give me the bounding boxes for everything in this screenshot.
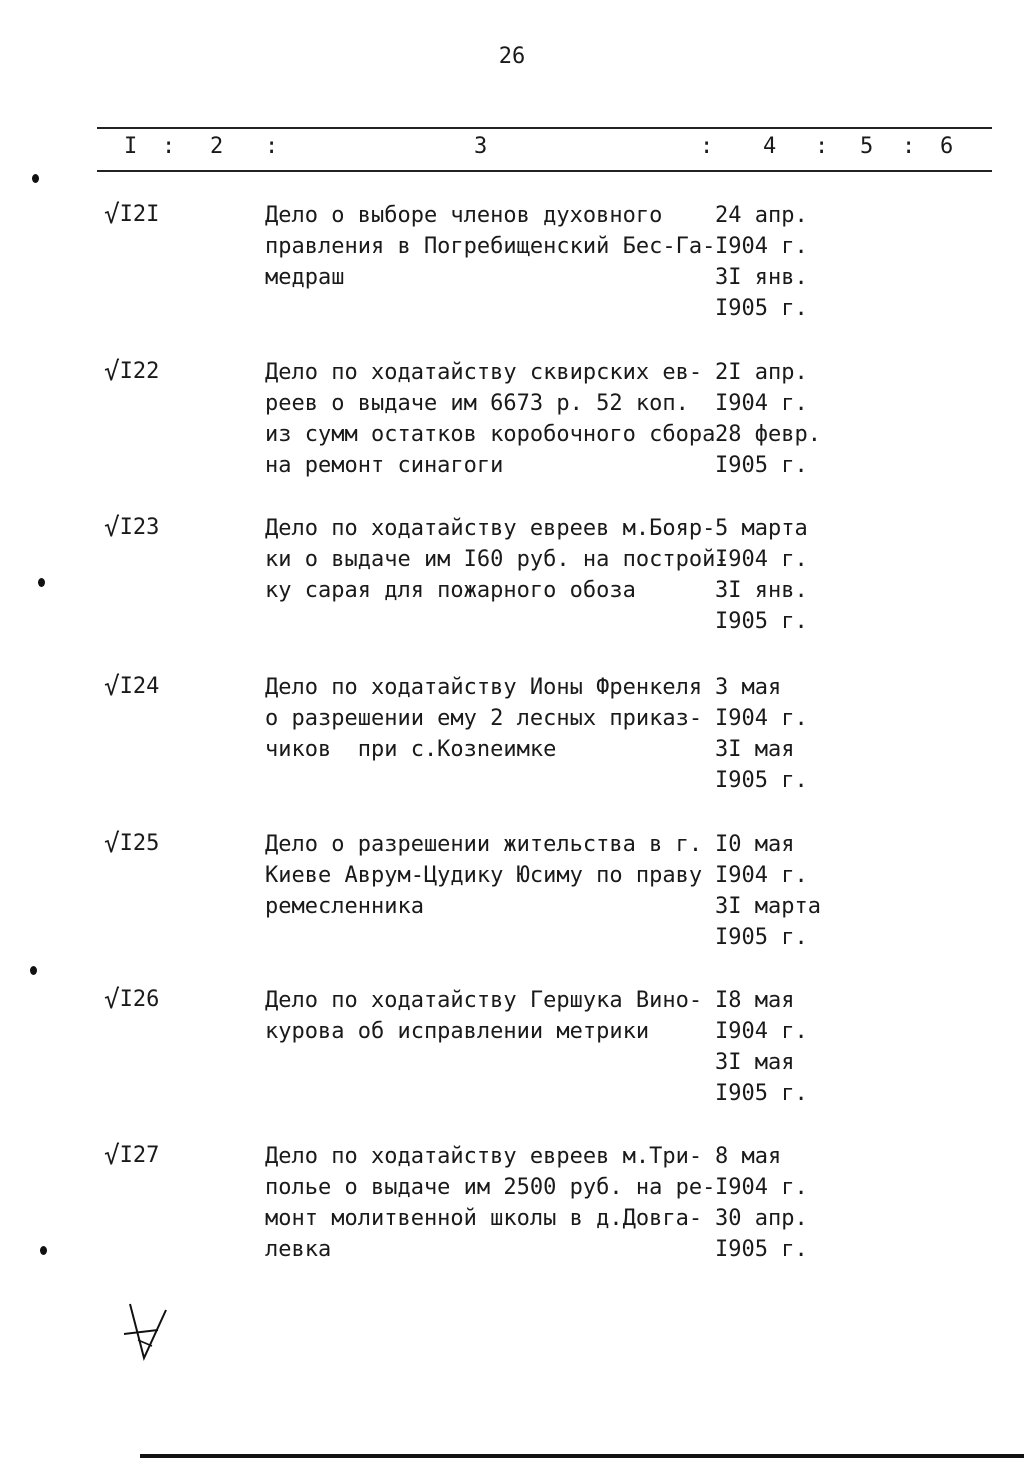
description-line: Киеве Аврум-Цудику Юсиму по праву (265, 863, 703, 888)
checkmark-icon: √ (104, 357, 120, 387)
record-number-text: I26 (119, 987, 160, 1012)
description-line: из сумм остатков коробочного сбора (265, 422, 716, 447)
end-date-line: 3I мая (715, 1050, 795, 1075)
description-line: ремесленника (265, 894, 424, 919)
end-date-line: 30 апр. (715, 1206, 808, 1231)
table-row (0, 357, 1024, 507)
record-dates (715, 672, 835, 796)
column-header-5: 5 (860, 134, 874, 159)
record-number (104, 357, 159, 387)
description-line: на ремонт синагоги (265, 453, 504, 478)
description-line: Дело о выборе членов духовного (265, 203, 663, 228)
end-date-line: 3I мая (715, 737, 795, 762)
column-header-6: 6 (940, 134, 954, 159)
start-date-line: I904 г. (715, 1019, 808, 1044)
description-line: монт молитвенной школы в д.Довга- (265, 1206, 703, 1231)
end-date-line: 28 февр. (715, 422, 821, 447)
description-line: реев о выдаче им 6673 р. 52 коп. (265, 391, 689, 416)
table-row (0, 200, 1024, 350)
record-number (104, 672, 159, 702)
checkmark-icon: √ (104, 672, 120, 702)
description-line: курова об исправлении метрики (265, 1019, 650, 1044)
end-date-line: I905 г. (715, 453, 808, 478)
record-dates (715, 200, 835, 324)
end-date-line: 3I марта (715, 894, 821, 919)
record-description (265, 985, 715, 1047)
start-date-line: 5 марта (715, 516, 808, 541)
record-description (265, 357, 715, 481)
column-header-4: 4 (763, 134, 777, 159)
checkmark-icon: √ (104, 1141, 120, 1171)
description-line: Дело по ходатайству евреев м.Три- (265, 1144, 703, 1169)
punch-mark (38, 578, 45, 587)
start-date-line: 2I апр. (715, 360, 808, 385)
record-dates (715, 1141, 835, 1265)
record-description (265, 200, 715, 293)
punch-mark (40, 1246, 47, 1255)
record-number-text: I25 (119, 831, 160, 856)
record-dates (715, 985, 835, 1109)
column-header-3: 3 (474, 134, 488, 159)
record-number-text: I22 (119, 359, 160, 384)
table-row (0, 829, 1024, 979)
table-header-rule (97, 170, 992, 172)
table-row (0, 513, 1024, 663)
record-description (265, 829, 715, 922)
column-separator: : (902, 134, 916, 159)
record-description (265, 1141, 715, 1265)
end-date-line: I905 г. (715, 609, 808, 634)
checkmark-icon: √ (104, 513, 120, 543)
description-line: левка (265, 1237, 332, 1262)
record-number-text: I2I (119, 202, 160, 227)
record-dates (715, 357, 835, 481)
record-description (265, 672, 715, 765)
record-number (104, 1141, 159, 1171)
description-line: ку сарая для пожарного обоза (265, 578, 636, 603)
start-date-line: 3 мая (715, 675, 782, 700)
record-number (104, 829, 159, 859)
start-date-line: I904 г. (715, 1175, 808, 1200)
end-date-line: I905 г. (715, 768, 808, 793)
start-date-line: I904 г. (715, 391, 808, 416)
end-date-line: I905 г. (715, 296, 808, 321)
end-date-line: 3I янв. (715, 265, 808, 290)
record-number (104, 513, 159, 543)
column-header-2: 2 (210, 134, 224, 159)
start-date-line: I0 мая (715, 832, 795, 857)
record-dates (715, 513, 835, 637)
record-number (104, 985, 159, 1015)
start-date-line: I904 г. (715, 706, 808, 731)
column-separator: : (815, 134, 829, 159)
column-header-1: I (124, 134, 138, 159)
start-date-line: 8 мая (715, 1144, 782, 1169)
table-top-rule (97, 127, 992, 129)
table-row (0, 672, 1024, 822)
start-date-line: I904 г. (715, 547, 808, 572)
page-number: 26 (498, 44, 526, 69)
start-date-line: I8 мая (715, 988, 795, 1013)
table-row (0, 1141, 1024, 1291)
record-number-text: I24 (119, 674, 160, 699)
checkmark-icon: √ (104, 829, 120, 859)
checkmark-icon: √ (104, 200, 120, 230)
description-line: ки о выдаче им I60 руб. на построй- (265, 547, 729, 572)
description-line: о разрешении ему 2 лесных приказ- (265, 706, 703, 731)
description-line: медраш (265, 265, 345, 290)
end-date-line: I905 г. (715, 1237, 808, 1262)
record-number-text: I23 (119, 515, 160, 540)
checkmark-icon: √ (104, 985, 120, 1015)
end-date-line: I905 г. (715, 1081, 808, 1106)
record-number (104, 200, 159, 230)
description-line: полье о выдаче им 2500 руб. на ре- (265, 1175, 716, 1200)
end-date-line: 3I янв. (715, 578, 808, 603)
description-line: Дело по ходатайству евреев м.Бояр- (265, 516, 716, 541)
description-line: Дело по ходатайству Гершука Вино- (265, 988, 703, 1013)
description-line: чиков при с.Козneимке (265, 737, 557, 762)
column-separator: : (265, 134, 279, 159)
column-separator: : (700, 134, 714, 159)
record-dates (715, 829, 835, 953)
punch-mark (32, 174, 39, 183)
record-description (265, 513, 729, 606)
punch-mark (30, 966, 37, 975)
start-date-line: 24 апр. (715, 203, 808, 228)
page-bottom-edge (140, 1454, 1024, 1458)
description-line: Дело по ходатайству сквирских ев- (265, 360, 703, 385)
table-row (0, 985, 1024, 1135)
record-number-text: I27 (119, 1143, 160, 1168)
column-separator: : (162, 134, 176, 159)
description-line: Дело по ходатайству Ионы Френкеля (265, 675, 703, 700)
signature-mark (118, 1300, 178, 1364)
start-date-line: I904 г. (715, 234, 808, 259)
end-date-line: I905 г. (715, 925, 808, 950)
start-date-line: I904 г. (715, 863, 808, 888)
description-line: правления в Погребищенский Бес-Га- (265, 234, 716, 259)
description-line: Дело о разрешении жительства в г. (265, 832, 703, 857)
